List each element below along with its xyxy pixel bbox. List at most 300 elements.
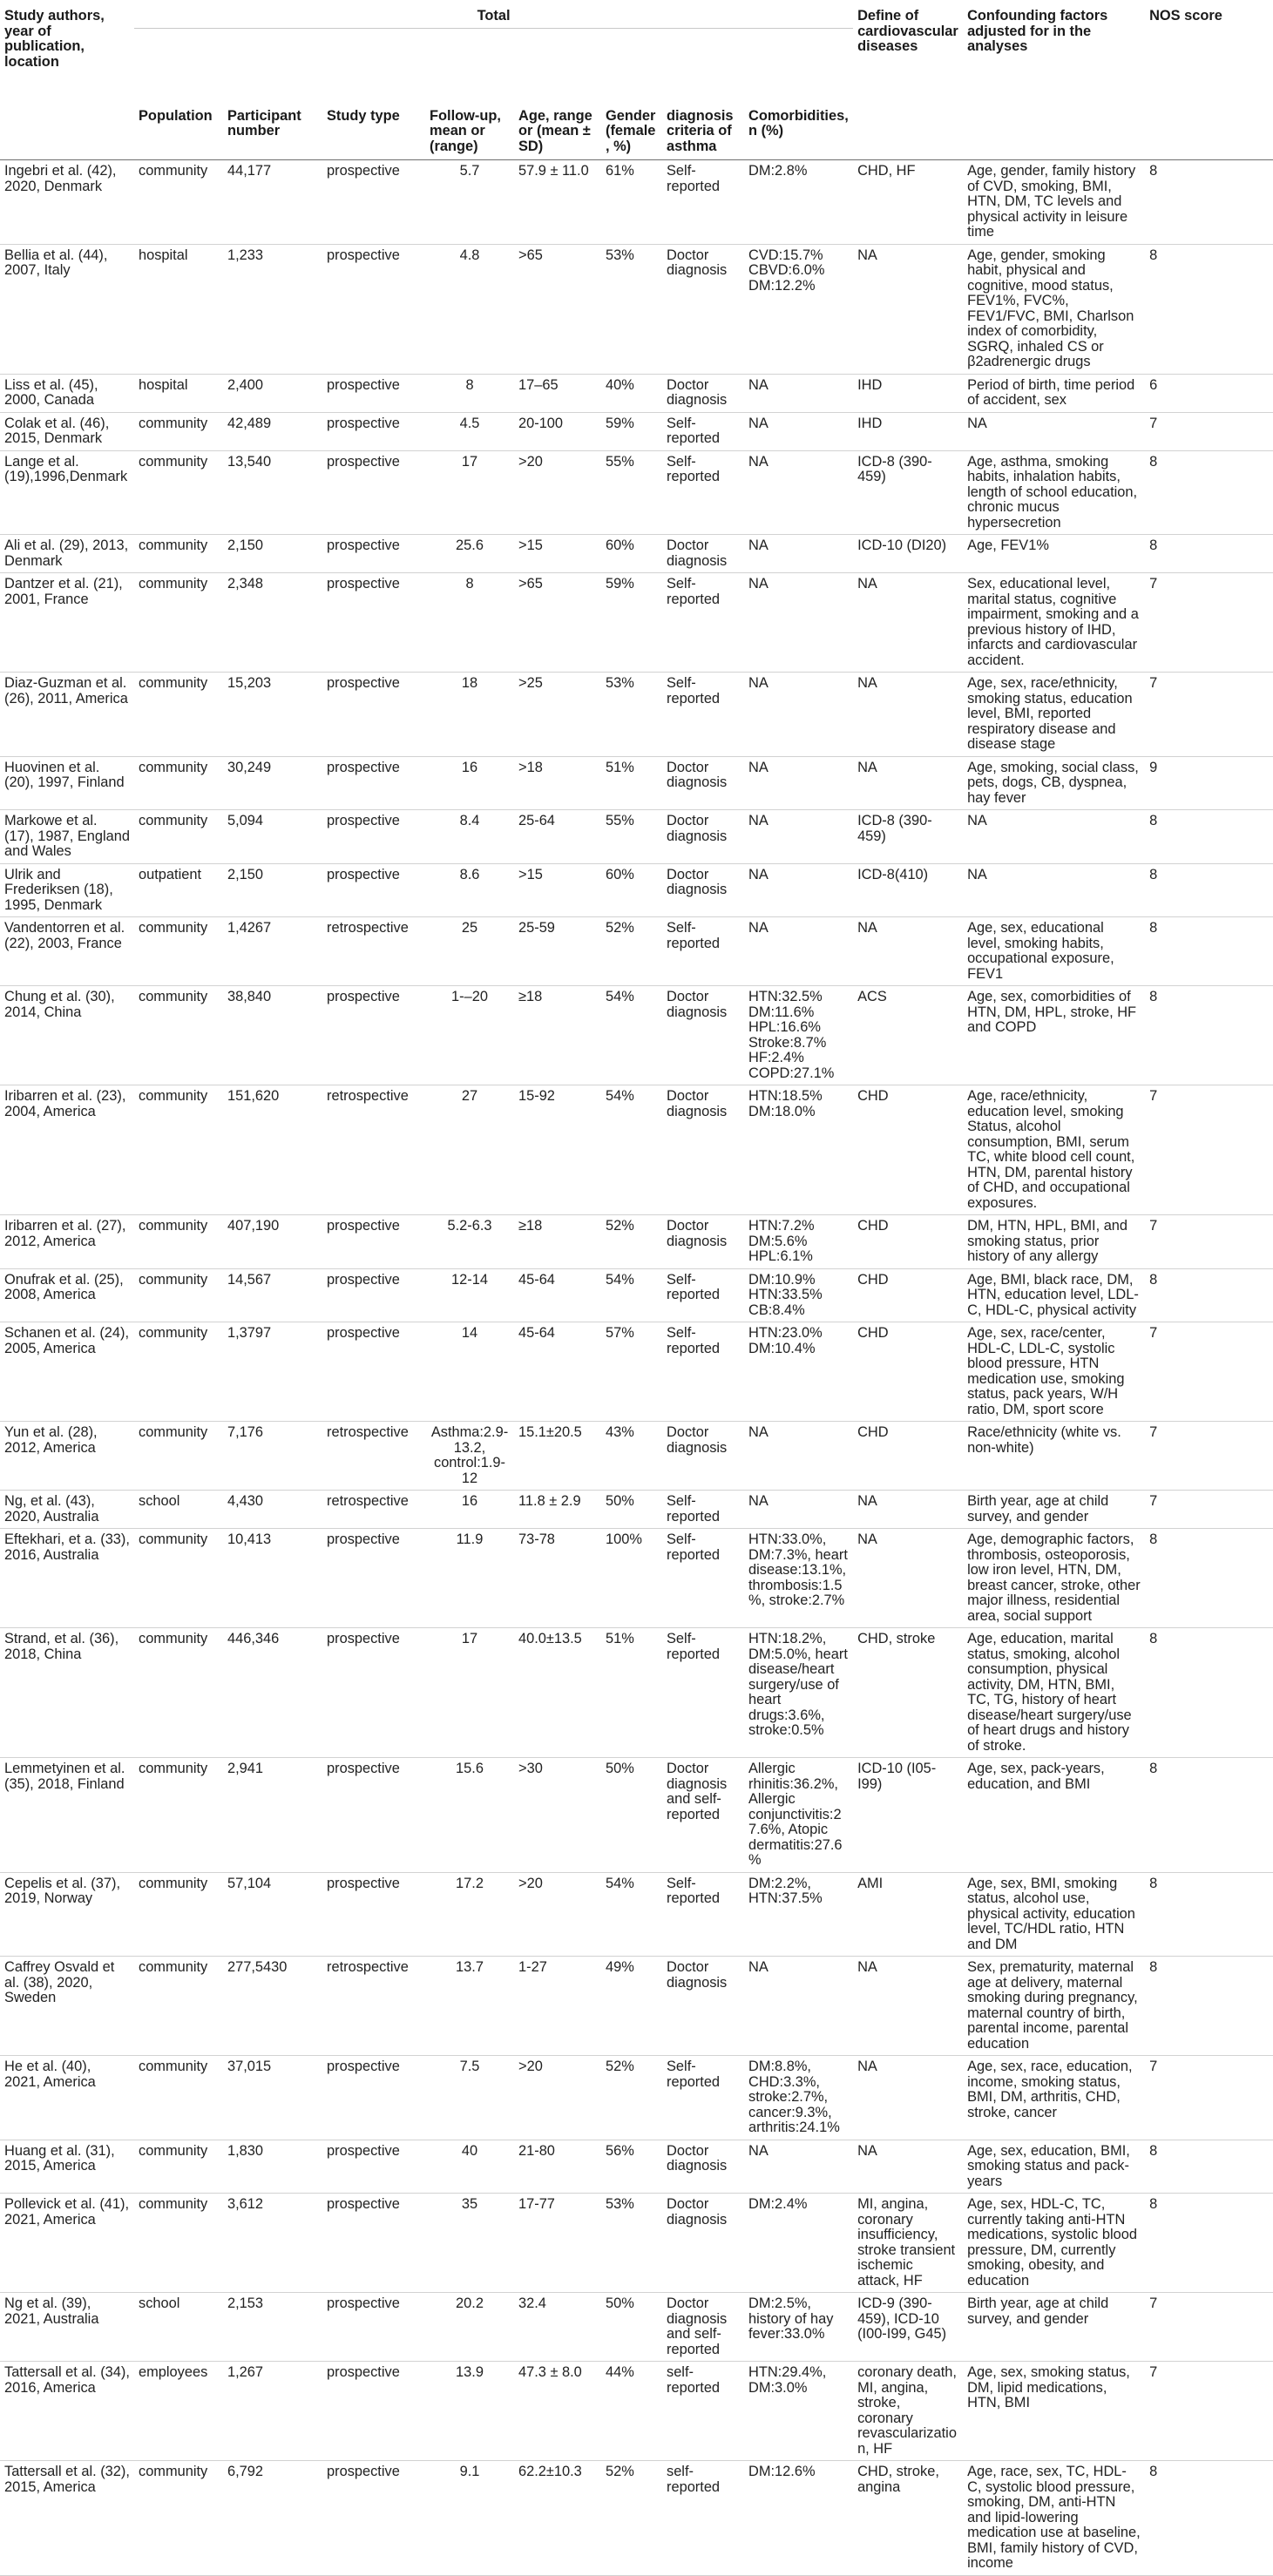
cell-study-type: prospective (327, 866, 400, 882)
cell-study-type: prospective (327, 675, 400, 691)
table-row (0, 2362, 1273, 2461)
cell-followup: 14 (461, 1325, 478, 1341)
cell-study: Colak et al. (46), 2015, Denmark (4, 415, 110, 446)
cell-population: community (139, 1959, 208, 1975)
cell-confounding: Age, education, marital status, smoking, alcohol consumption, physical activity, DM, HTN, BMI, TC, TG, history of heart disease/heart surgery/use of heart drugs and history of stroke. (967, 1631, 1132, 1754)
cell-participants: 2,150 (227, 538, 264, 553)
cell-define: NA (857, 1493, 877, 1509)
cell-comorbidities: DM:2.8% (748, 163, 808, 179)
table-row (0, 1322, 1273, 1422)
cell-population: community (139, 1325, 208, 1341)
cell-nos: 7 (1149, 675, 1158, 691)
cell-followup: 17.2 (456, 1875, 484, 1891)
cell-age: 17–65 (518, 376, 559, 393)
table-row (0, 374, 1273, 412)
cell-comorbidities: DM:2.5%, history of hay fever:33.0% (748, 2295, 834, 2342)
cell-nos: 8 (1149, 989, 1158, 1004)
cell-comorbidities: NA (748, 376, 769, 393)
cell-participants: 1,4267 (227, 920, 272, 936)
cell-gender: 59% (606, 576, 634, 592)
table-row (0, 917, 1273, 986)
cell-comorbidities: DM:10.9% HTN:33.5% CB:8.4% (748, 1271, 823, 1318)
cell-study-type: prospective (327, 576, 400, 592)
cell-define: IHD (857, 376, 883, 393)
cell-study: Ali et al. (29), 2013, Denmark (4, 538, 129, 569)
cell-nos: 8 (1149, 1761, 1158, 1776)
cell-comorbidities: DM:2.4% (748, 2196, 808, 2212)
cell-nos: 8 (1149, 2142, 1158, 2159)
col-header-nos: NOS score (1149, 8, 1222, 24)
cell-participants: 2,400 (227, 376, 264, 393)
cell-population: community (139, 1271, 208, 1288)
cell-nos: 7 (1149, 1088, 1158, 1104)
cell-age: >20 (518, 453, 543, 470)
cell-age: >65 (518, 247, 543, 263)
cell-diagnosis: Doctor diagnosis (667, 538, 728, 569)
cell-confounding: NA (967, 866, 987, 882)
cell-comorbidities: NA (748, 813, 769, 828)
cell-followup: 16 (461, 759, 478, 775)
cell-study: Tattersall et al. (32), 2015, America (4, 2464, 130, 2495)
cell-study-type: prospective (327, 1761, 400, 1776)
table-row (0, 1628, 1273, 1758)
cell-nos: 7 (1149, 415, 1158, 431)
cell-participants: 10,413 (227, 1531, 272, 1547)
cell-population: community (139, 163, 208, 179)
table-row (0, 1422, 1273, 1491)
cell-gender: 50% (606, 1761, 634, 1776)
cell-population: community (139, 1531, 208, 1547)
cell-followup: 18 (461, 675, 478, 691)
cell-nos: 7 (1149, 1218, 1158, 1234)
cell-age: 62.2±10.3 (518, 2464, 582, 2479)
cell-diagnosis: Self-reported (667, 1493, 721, 1525)
cell-confounding: Age, sex, race/center, HDL-C, LDL-C, systolic blood pressure, HTN medication use, smoking status, pack years, W/H ratio, DM, sport score (967, 1325, 1125, 1417)
cell-define: NA (857, 247, 877, 263)
cell-confounding: Age, asthma, smoking habits, inhalation habits, length of school education, chronic mucus hypersecretion (967, 453, 1138, 531)
cell-gender: 53% (606, 247, 634, 263)
cell-comorbidities: NA (748, 453, 769, 470)
cell-participants: 15,203 (227, 675, 272, 691)
table-row (0, 1957, 1273, 2056)
table-row (0, 1268, 1273, 1322)
cell-confounding: NA (967, 415, 987, 431)
cell-study: Vandentorren et al. (22), 2003, France (4, 920, 125, 951)
cell-confounding: Age, sex, race, education, income, smoking status, BMI, DM, arthritis, CHD, stroke, cancer (967, 2059, 1133, 2120)
cell-nos: 7 (1149, 2059, 1158, 2074)
col-header-diagnosis: diagnosis criteria of asthma (667, 107, 734, 154)
table-row (0, 1085, 1273, 1215)
cell-age: ≥18 (518, 989, 543, 1004)
cell-population: community (139, 538, 208, 553)
cell-gender: 60% (606, 866, 634, 882)
col-header-gender: Gender (female, %) (606, 107, 656, 154)
cell-followup: 4.5 (459, 415, 480, 431)
cell-gender: 51% (606, 1631, 634, 1646)
cell-study: Dantzer et al. (21), 2001, France (4, 576, 123, 607)
cell-diagnosis: Doctor diagnosis (667, 759, 728, 790)
table-row (0, 986, 1273, 1085)
cell-population: hospital (139, 376, 188, 393)
table-row (0, 2056, 1273, 2140)
cell-diagnosis: Doctor diagnosis and self-reported (667, 1761, 728, 1822)
cell-nos: 8 (1149, 866, 1158, 882)
cell-followup: 25 (461, 920, 478, 936)
cell-gender: 50% (606, 2295, 634, 2311)
cell-age: >25 (518, 675, 543, 691)
cell-nos: 8 (1149, 1959, 1158, 1975)
cell-participants: 2,941 (227, 1761, 264, 1776)
cell-study-type: prospective (327, 813, 400, 828)
cell-study-type: prospective (327, 2295, 400, 2311)
cell-gender: 54% (606, 1271, 634, 1288)
cell-participants: 30,249 (227, 759, 272, 775)
cell-population: community (139, 453, 208, 470)
cell-diagnosis: Self-reported (667, 576, 721, 607)
cell-participants: 38,840 (227, 989, 272, 1004)
cell-nos: 7 (1149, 1424, 1158, 1440)
cell-study: Iribarren et al. (23), 2004, America (4, 1088, 126, 1119)
cell-population: community (139, 1088, 208, 1104)
cell-age: >15 (518, 538, 543, 553)
cell-study: Iribarren et al. (27), 2012, America (4, 1218, 126, 1249)
cell-define: IHD (857, 415, 883, 431)
cell-participants: 42,489 (227, 415, 272, 431)
cell-population: community (139, 2196, 208, 2212)
cell-age: >20 (518, 2059, 543, 2074)
cell-followup: 8.6 (459, 866, 480, 882)
cell-comorbidities: NA (748, 2142, 769, 2159)
cell-participants: 1,267 (227, 2364, 264, 2380)
cell-define: ICD-10 (I05-I99) (857, 1761, 937, 1792)
cell-study-type: retrospective (327, 1959, 409, 1975)
cell-confounding: Birth year, age at child survey, and gender (967, 2295, 1109, 2327)
cell-gender: 60% (606, 538, 634, 553)
cell-followup: 12-14 (451, 1271, 488, 1288)
cell-nos: 8 (1149, 1875, 1158, 1891)
cell-diagnosis: Doctor diagnosis (667, 1218, 728, 1249)
cell-study-type: prospective (327, 538, 400, 553)
cell-nos: 8 (1149, 813, 1158, 828)
cell-define: CHD (857, 1325, 889, 1341)
cell-comorbidities: DM:12.6% (748, 2464, 816, 2479)
cell-study: Ulrik and Frederiksen (18), 1995, Denmark (4, 866, 113, 913)
cell-age: 25-64 (518, 813, 555, 828)
cell-diagnosis: Doctor diagnosis (667, 1424, 728, 1456)
cell-study: Lemmetyinen et al. (35), 2018, Finland (4, 1761, 125, 1792)
cell-age: >65 (518, 576, 543, 592)
cell-study-type: prospective (327, 1218, 400, 1234)
cell-population: community (139, 415, 208, 431)
table-row (0, 1491, 1273, 1529)
cell-followup: 1-–20 (451, 989, 488, 1004)
cell-define: NA (857, 2142, 877, 2159)
cell-participants: 1,3797 (227, 1325, 272, 1341)
cell-diagnosis: self-reported (667, 2364, 721, 2396)
cell-nos: 7 (1149, 1325, 1158, 1341)
cell-diagnosis: Doctor diagnosis (667, 247, 728, 278)
cell-study: Yun et al. (28), 2012, America (4, 1424, 98, 1456)
cell-study-type: prospective (327, 163, 400, 179)
cell-confounding: DM, HTN, HPL, BMI, and smoking status, prior history of any allergy (967, 1218, 1128, 1264)
cell-population: community (139, 675, 208, 691)
cell-comorbidities: NA (748, 759, 769, 775)
cell-comorbidities: HTN:29.4%, DM:3.0% (748, 2364, 827, 2396)
table-row (0, 863, 1273, 917)
cell-comorbidities: HTN:32.5% DM:11.6% HPL:16.6% Stroke:8.7% HF:2.4% COPD:27.1% (748, 989, 835, 1081)
cell-diagnosis: Doctor diagnosis and self-reported (667, 2295, 728, 2357)
cell-nos: 8 (1149, 2464, 1158, 2479)
cell-age: 57.9 ± 11.0 (518, 163, 589, 179)
cell-define: NA (857, 1959, 877, 1975)
cell-gender: 40% (606, 376, 634, 393)
cell-population: community (139, 576, 208, 592)
cell-nos: 8 (1149, 453, 1158, 470)
col-header-total: Total (477, 8, 511, 24)
cell-nos: 8 (1149, 1631, 1158, 1646)
cell-comorbidities: DM:8.8%, CHD:3.3%, stroke:2.7%, cancer:9.3%, arthritis:24.1% (748, 2059, 840, 2135)
cell-study: Diaz-Guzman et al. (26), 2011, America (4, 675, 128, 707)
cell-population: community (139, 1218, 208, 1234)
cell-confounding: Birth year, age at child survey, and gender (967, 1493, 1109, 1525)
cell-followup: 8.4 (459, 813, 480, 828)
cell-followup: 4.8 (459, 247, 480, 263)
table-row (0, 1758, 1273, 1873)
col-header-study: Study authors, year of publication, location (4, 8, 105, 70)
cell-diagnosis: Self-reported (667, 1631, 721, 1662)
cell-define: ICD-8(410) (857, 866, 929, 882)
cell-participants: 6,792 (227, 2464, 264, 2479)
cell-define: MI, angina, coronary insufficiency, stroke transient ischemic attack, HF (857, 2196, 956, 2289)
cell-gender: 55% (606, 453, 634, 470)
cell-followup: 16 (461, 1493, 478, 1509)
cell-participants: 151,620 (227, 1088, 280, 1104)
cell-gender: 51% (606, 759, 634, 775)
cell-population: community (139, 813, 208, 828)
cell-gender: 52% (606, 920, 634, 936)
cell-gender: 100% (606, 1531, 642, 1547)
cell-diagnosis: Doctor diagnosis (667, 2142, 728, 2174)
cell-followup: 9.1 (459, 2464, 480, 2479)
cell-study-type: retrospective (327, 920, 409, 936)
cell-nos: 8 (1149, 538, 1158, 553)
cell-study-type: prospective (327, 2364, 400, 2380)
cell-define: ACS (857, 989, 887, 1004)
cell-participants: 277,5430 (227, 1959, 288, 1975)
cell-age: 1-27 (518, 1959, 547, 1975)
cell-participants: 2,348 (227, 576, 264, 592)
cell-followup: 8 (465, 376, 474, 393)
cell-study: Huovinen et al. (20), 1997, Finland (4, 759, 125, 790)
cell-study: Bellia et al. (44), 2007, Italy (4, 247, 108, 278)
cell-population: community (139, 989, 208, 1004)
cell-confounding: Age, BMI, black race, DM, HTN, education level, LDL-C, HDL-C, physical activity (967, 1271, 1139, 1318)
cell-comorbidities: NA (748, 866, 769, 882)
cell-confounding: Age, sex, race/ethnicity, smoking status, education level, BMI, reported respiratory disease and disease stage (967, 675, 1133, 752)
table-row (0, 810, 1273, 864)
cell-age: >15 (518, 866, 543, 882)
cell-define: NA (857, 1531, 877, 1547)
cell-confounding: Age, sex, education, BMI, smoking status and pack-years (967, 2142, 1130, 2189)
cell-study-type: prospective (327, 1271, 400, 1288)
cell-gender: 52% (606, 2059, 634, 2074)
cell-followup: 7.5 (459, 2059, 480, 2074)
cell-define: NA (857, 2059, 877, 2074)
cell-study: Pollevick et al. (41), 2021, America (4, 2196, 130, 2228)
cell-define: NA (857, 759, 877, 775)
cell-confounding: Age, gender, family history of CVD, smoking, BMI, HTN, DM, TC levels and physical activity in leisure time (967, 163, 1136, 240)
cell-confounding: Age, smoking, social class, pets, dogs, CB, dyspnea, hay fever (967, 759, 1139, 806)
cell-participants: 1,233 (227, 247, 264, 263)
cell-participants: 1,830 (227, 2142, 264, 2159)
cell-gender: 49% (606, 1959, 634, 1975)
cell-define: ICD-9 (390-459), ICD-10 (I00-I99, G45) (857, 2295, 947, 2342)
cell-define: ICD-8 (390-459) (857, 453, 932, 484)
cell-participants: 4,430 (227, 1493, 264, 1509)
cell-participants: 57,104 (227, 1875, 272, 1891)
cell-age: ≥18 (518, 1218, 543, 1234)
cell-define: CHD, stroke, angina (857, 2464, 939, 2495)
cell-age: 21-80 (518, 2142, 555, 2159)
cell-define: AMI (857, 1875, 884, 1891)
cell-diagnosis: Self-reported (667, 675, 721, 707)
cell-participants: 14,567 (227, 1271, 272, 1288)
cell-followup: 17 (461, 1631, 478, 1646)
cell-population: school (139, 2295, 180, 2311)
cell-gender: 43% (606, 1424, 634, 1440)
cell-gender: 44% (606, 2364, 634, 2380)
cell-define: ICD-8 (390-459) (857, 813, 932, 844)
cell-population: school (139, 1493, 180, 1509)
cell-define: CHD (857, 1271, 889, 1288)
table-row (0, 244, 1273, 374)
cell-confounding: Age, race, sex, TC, HDL-C, systolic blood pressure, smoking, DM, anti-HTN and lipid-lowering medication use at baseline, BMI, family history of CVD, income (967, 2464, 1141, 2571)
cell-study: Markowe et al. (17), 1987, England and Wales (4, 813, 130, 859)
cell-study-type: prospective (327, 1531, 400, 1547)
cell-followup: 8 (465, 576, 474, 592)
cell-population: community (139, 2464, 208, 2479)
col-header-comorbidities: Comorbidities, n (%) (748, 107, 849, 139)
cell-nos: 7 (1149, 2295, 1158, 2311)
cell-age: 32.4 (518, 2295, 546, 2311)
cell-population: community (139, 759, 208, 775)
cell-confounding: Period of birth, time period of accident, sex (967, 376, 1135, 408)
cell-followup: 13.7 (456, 1959, 484, 1975)
cell-study-type: prospective (327, 415, 400, 431)
cell-comorbidities: NA (748, 1424, 769, 1440)
cell-gender: 53% (606, 2196, 634, 2212)
cell-diagnosis: self-reported (667, 2464, 721, 2495)
cell-confounding: Age, sex, pack-years, education, and BMI (967, 1761, 1105, 1792)
table-row (0, 1215, 1273, 1269)
cell-age: 15-92 (518, 1088, 555, 1104)
cell-study-type: prospective (327, 2059, 400, 2074)
col-header-confounding: Confounding factors adjusted for in the analyses (967, 8, 1108, 54)
col-header-followup: Follow-up, mean or (range) (430, 107, 501, 154)
cell-participants: 44,177 (227, 163, 272, 179)
cell-confounding: Race/ethnicity (white vs. non-white) (967, 1424, 1121, 1456)
cell-population: community (139, 2059, 208, 2074)
cell-study: Cepelis et al. (37), 2019, Norway (4, 1875, 121, 1906)
cell-gender: 54% (606, 1088, 634, 1104)
cell-participants: 7,176 (227, 1424, 264, 1440)
cell-population: employees (139, 2364, 208, 2380)
cell-age: 17-77 (518, 2196, 555, 2212)
cell-age: 45-64 (518, 1271, 555, 1288)
cell-nos: 9 (1149, 759, 1158, 775)
table-row (0, 1529, 1273, 1628)
cell-gender: 55% (606, 813, 634, 828)
cell-confounding: Age, FEV1% (967, 538, 1049, 553)
cell-gender: 59% (606, 415, 634, 431)
cell-population: community (139, 920, 208, 936)
cell-comorbidities: DM:2.2%, HTN:37.5% (748, 1875, 823, 1906)
cell-confounding: Age, sex, BMI, smoking status, alcohol use, physical activity, education level, TC/HDL ratio, HTN and DM (967, 1875, 1135, 1952)
table-body (0, 160, 1273, 2576)
cell-study: Strand, et al. (36), 2018, China (4, 1631, 119, 1662)
cell-study-type: prospective (327, 1631, 400, 1646)
col-header-age: Age, range or (mean ± SD) (518, 107, 592, 154)
cell-comorbidities: NA (748, 415, 769, 431)
cell-define: NA (857, 576, 877, 592)
cell-study: Liss et al. (45), 2000, Canada (4, 376, 98, 408)
cell-nos: 8 (1149, 920, 1158, 936)
cell-nos: 7 (1149, 2364, 1158, 2380)
cell-define: CHD, stroke (857, 1631, 936, 1646)
col-header-participants: Participant number (227, 107, 301, 139)
cell-participants: 2,153 (227, 2295, 264, 2311)
cell-study-type: prospective (327, 759, 400, 775)
cell-study: Ng et al. (39), 2021, Australia (4, 2295, 99, 2327)
cell-gender: 57% (606, 1325, 634, 1341)
cell-population: hospital (139, 247, 188, 263)
cell-confounding: Age, gender, smoking habit, physical and cognitive, mood status, FEV1%, FVC%, FEV1/FVC, BMI, Charlson index of comorbidity, SGRQ, inhaled CS or β2adrenergic drugs (967, 247, 1134, 369)
cell-comorbidities: NA (748, 1959, 769, 1975)
cell-nos: 8 (1149, 163, 1158, 179)
cell-study: Tattersall et al. (34), 2016, America (4, 2364, 130, 2396)
table-row (0, 2293, 1273, 2362)
cell-study: Ng, et al. (43), 2020, Australia (4, 1493, 99, 1525)
cell-gender: 52% (606, 1218, 634, 1234)
header-row-top (0, 5, 1273, 28)
cell-population: community (139, 1631, 208, 1646)
cell-nos: 7 (1149, 1493, 1158, 1509)
cell-participants: 3,612 (227, 2196, 264, 2212)
cell-study: Eftekhari, et a. (33), 2016, Australia (4, 1531, 130, 1563)
cell-age: 11.8 ± 2.9 (518, 1493, 581, 1509)
cell-confounding: Age, race/ethnicity, education level, smoking Status, alcohol consumption, BMI, serum TC, white blood cell count, HTN, DM, parental history of CHD, and occupational exposures. (967, 1088, 1135, 1211)
cell-study-type: retrospective (327, 1424, 409, 1440)
cell-participants: 2,150 (227, 866, 264, 882)
cell-define: CHD (857, 1088, 889, 1104)
cell-nos: 7 (1149, 576, 1158, 592)
cell-define: CHD (857, 1218, 889, 1234)
cell-diagnosis: Self-reported (667, 163, 721, 194)
cell-comorbidities: HTN:18.2%, DM:5.0%, heart disease/heart surgery/use of heart drugs:3.6%, stroke:0.5% (748, 1631, 848, 1738)
cell-gender: 61% (606, 163, 634, 179)
cell-study: Lange et al. (19),1996,Denmark (4, 453, 128, 484)
cell-confounding: NA (967, 813, 987, 828)
cell-confounding: Age, demographic factors, thrombosis, osteoporosis, low iron level, HTN, DM, breast cancer, stroke, other major illness, residential area, social support (967, 1531, 1141, 1624)
cell-study-type: prospective (327, 2196, 400, 2212)
cell-diagnosis: Self-reported (667, 1271, 721, 1302)
cell-age: 73-78 (518, 1531, 555, 1547)
cell-define: CHD (857, 1424, 889, 1440)
cell-comorbidities: Allergic rhinitis:36.2%, Allergic conjunctivitis:27.6%, Atopic dermatitis:27.6% (748, 1761, 843, 1868)
col-header-population: Population (139, 107, 213, 124)
cell-gender: 54% (606, 1875, 634, 1891)
cell-confounding: Age, sex, smoking status, DM, lipid medications, HTN, BMI (967, 2364, 1130, 2410)
